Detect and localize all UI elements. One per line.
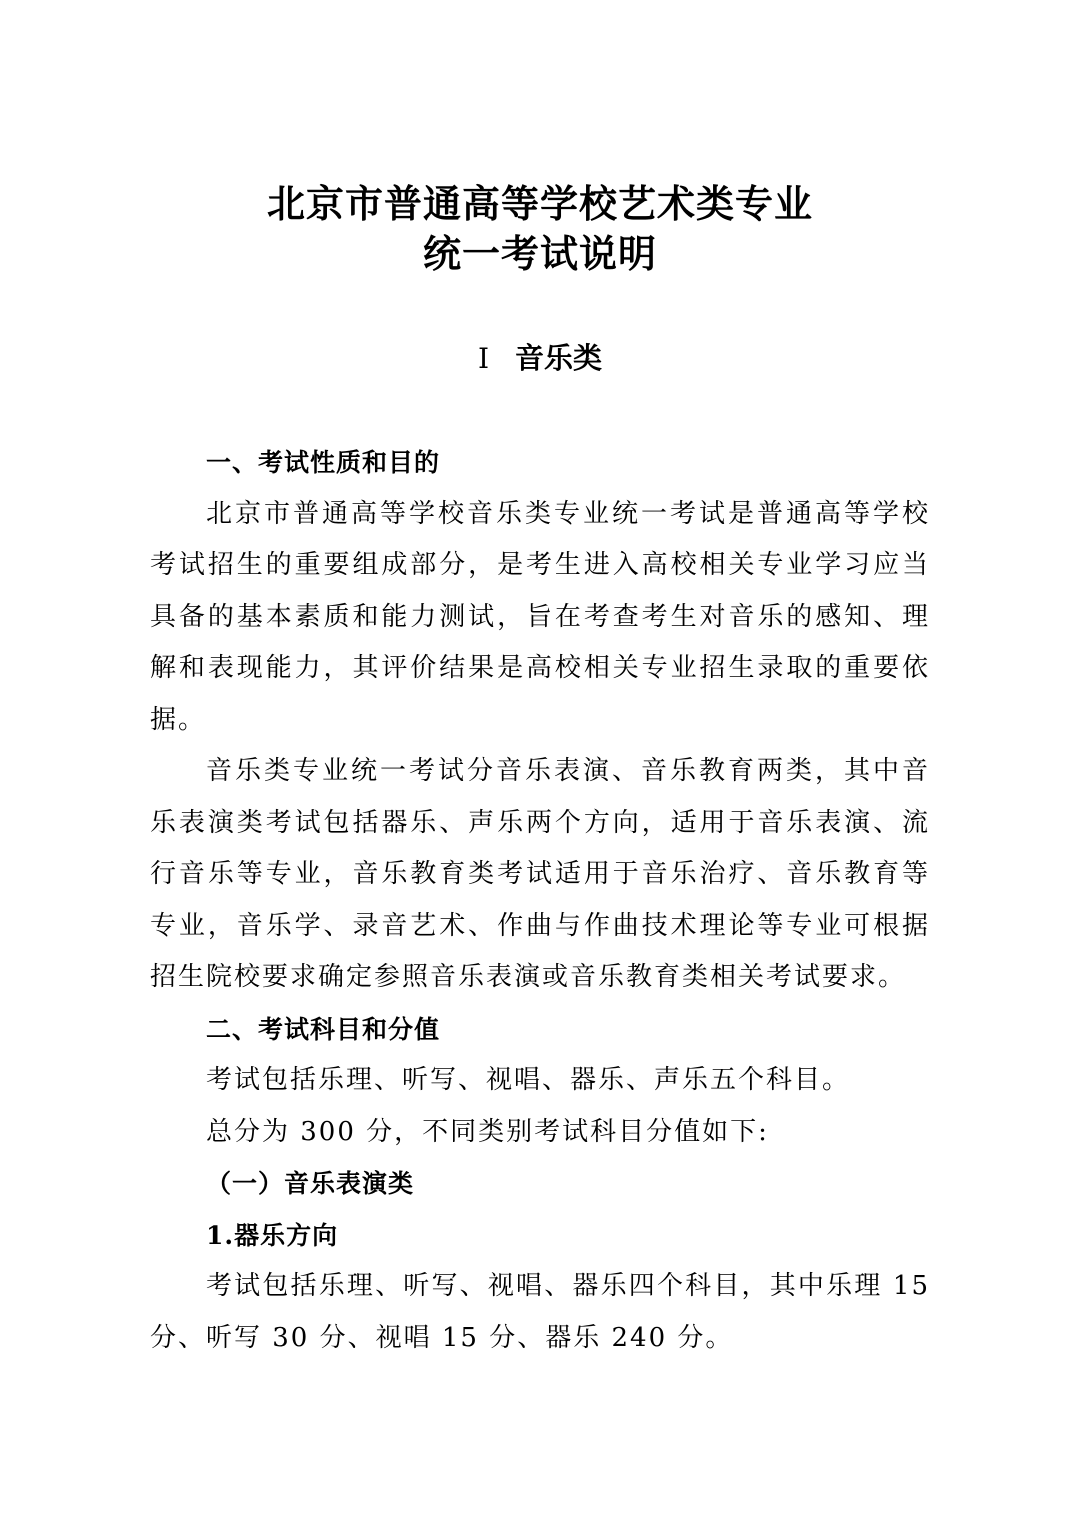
document-title-line-1: 北京市普通高等学校艺术类专业	[266, 181, 813, 226]
part-numeral: Ⅰ	[477, 344, 490, 375]
part-heading	[0, 336, 1080, 382]
section-2-paragraph-1: 考试包括乐理、听写、视唱、器乐、声乐五个科目。	[206, 1065, 851, 1095]
section-1-paragraph-1: 北京市普通高等学校音乐类专业统一考试是普通高等学校考试招生的重要组成部分，是考生进入高校相关专业学习应当具备的基本素质和能力测试，旨在考查考生对音乐的感知、理解和表现能力，其评价结果是高校相关专业招生录取的重要依据。	[150, 498, 930, 735]
section-1-heading: 一、考试性质和目的	[206, 448, 441, 477]
section-2-paragraph-2: 总分为 300 分，不同类别考试科目分值如下:	[206, 1116, 769, 1147]
document-body	[150, 437, 930, 1364]
part-name: 音乐类	[515, 341, 603, 375]
section-1-paragraph-2: 音乐类专业统一考试分音乐表演、音乐教育两类，其中音乐表演类考试包括器乐、声乐两个方向，适用于音乐表演、流行音乐等专业，音乐教育类考试适用于音乐治疗、音乐教育等专业，音乐学、录音艺术、作曲与作曲技术理论等专业可根据招生院校要求确定参照音乐表演或音乐教育类相关考试要求。	[150, 756, 930, 992]
subsection-1-item-1-paragraph: 考试包括乐理、听写、视唱、器乐四个科目，其中乐理 15 分、听写 30 分、视唱 15 分、器乐 240 分。	[150, 1271, 930, 1353]
section-2-heading: 二、考试科目和分值	[206, 1014, 441, 1044]
subsection-1-item-1-heading: 1.器乐方向	[206, 1220, 339, 1250]
document-title-line-2: 统一考试说明	[422, 231, 657, 276]
subsection-1-heading: （一）音乐表演类	[206, 1169, 415, 1198]
